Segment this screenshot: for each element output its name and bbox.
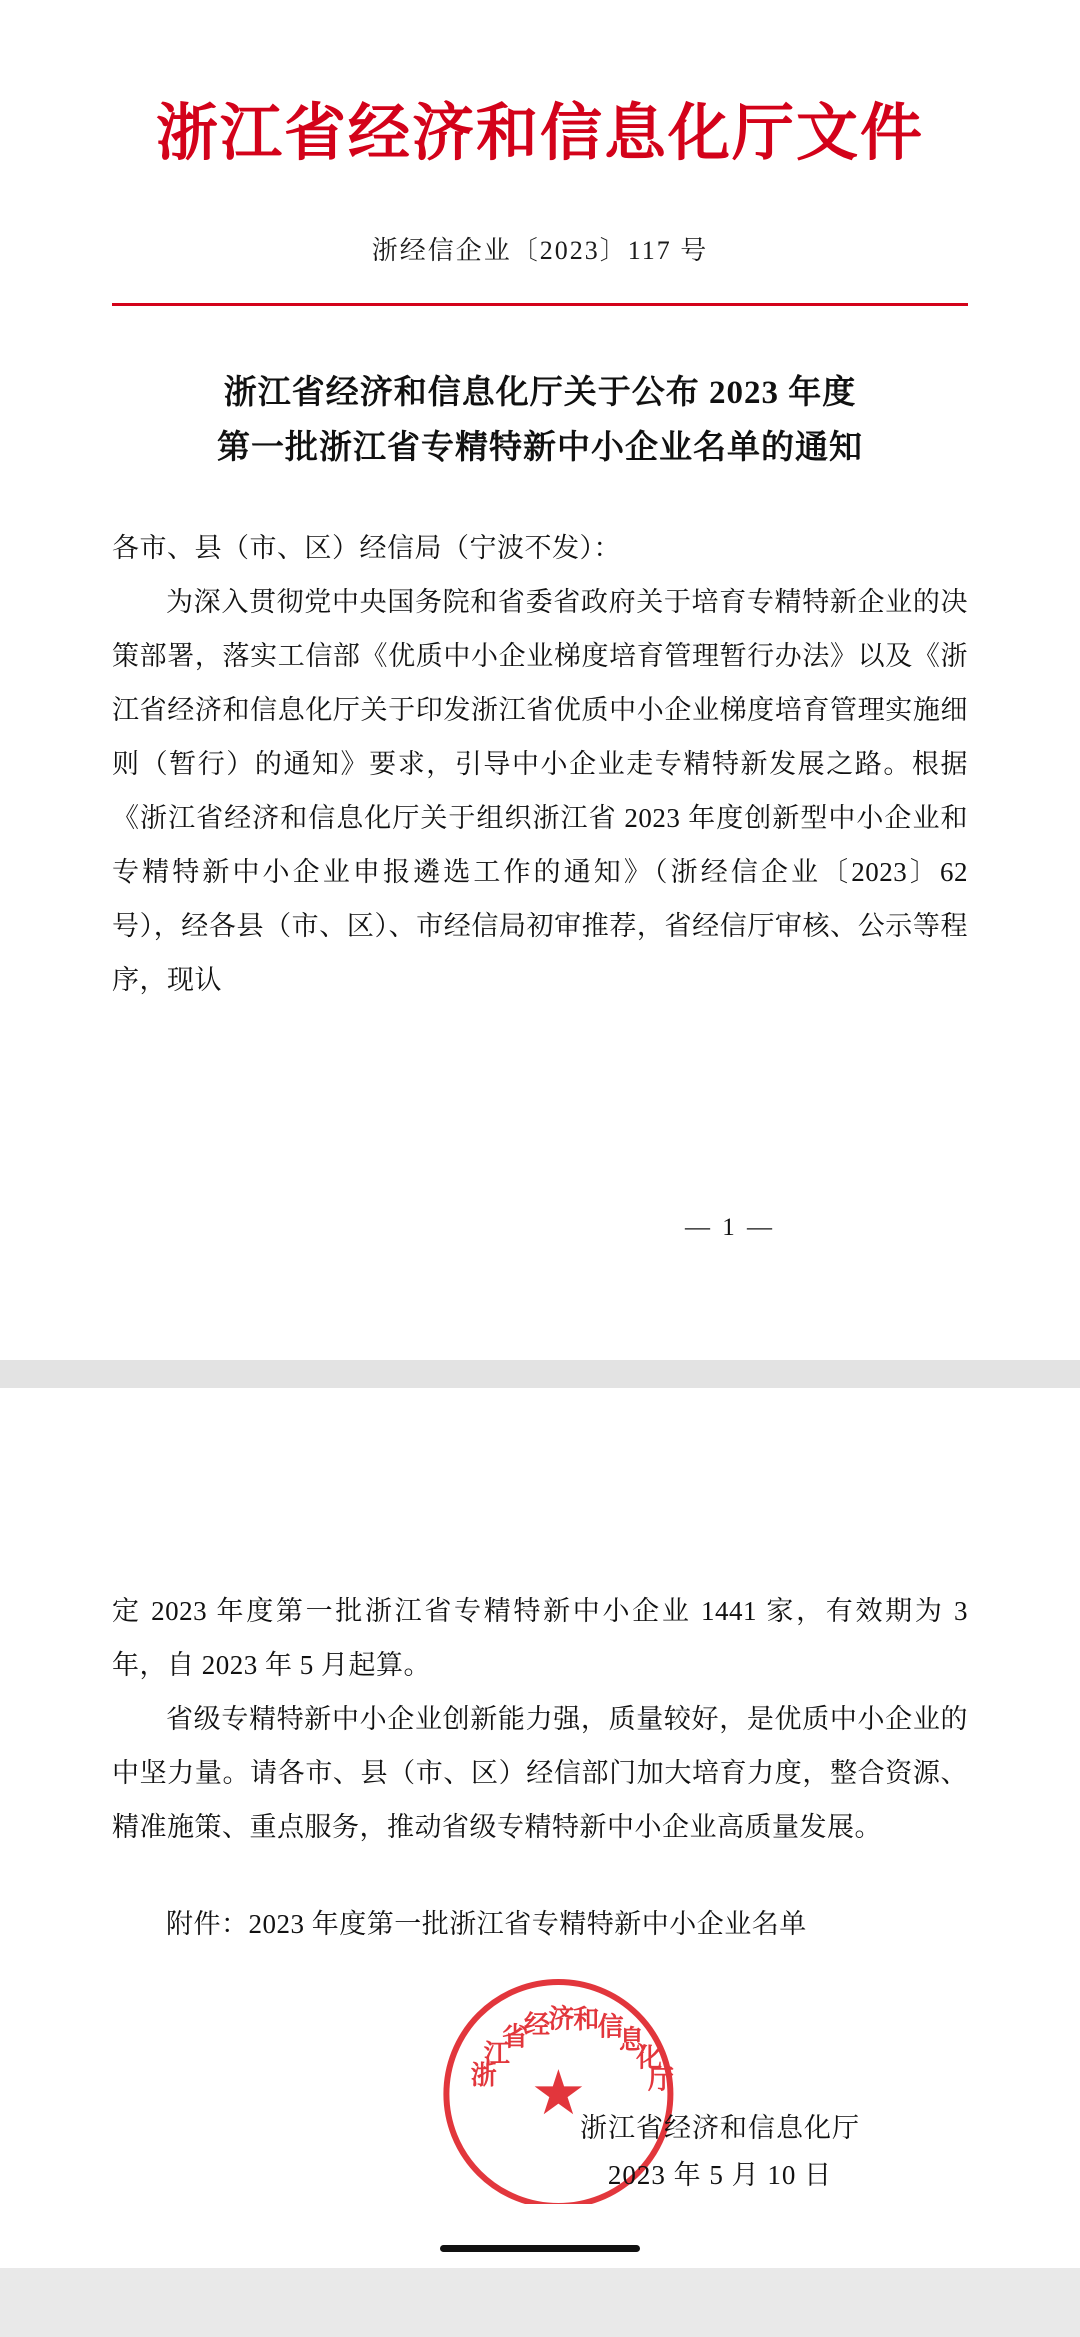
signature-date: 2023 年 5 月 10 日	[607, 2160, 833, 2191]
seal-star-icon: ★	[530, 2060, 587, 2128]
page-2-body	[112, 1434, 968, 1854]
document-title-line-1: 浙江省经济和信息化厅关于公布 2023 年度	[223, 375, 857, 412]
attachment-line: 附件：2023 年度第一批浙江省专精特新中小企业名单	[166, 1909, 807, 1939]
red-divider-rule	[112, 303, 968, 306]
page-number-value: — 1 —	[685, 1214, 775, 1241]
document-title-line-2: 第一批浙江省专精特新中小企业名单的通知	[217, 429, 863, 466]
page-1-body	[112, 521, 968, 1007]
page-separator	[0, 1360, 1080, 1388]
seal-ring-text: 浙 江 省 经 济 和 信 息 化 厅	[470, 2004, 675, 2095]
paragraph-1: 为深入贯彻党中央国务院和省委省政府关于培育专精特新企业的决策部署，落实工信部《优质中小企业梯度培育管理暂行办法》以及《浙江省经济和信息化厅关于印发浙江省优质中小企业梯度培育管理实施细则（暂行）的通知》要求，引导中小企业走专精特新发展之路。根据《浙江省经济和信息化厅关于组织浙江省 2023 年度创新型中小企业和专精特新中小企业申报遴选工作的通知》（浙经信企业〔2023〕62 号），经各县（市、区）、市经信局初审推荐，省经信厅审核、公示等程序，现认	[112, 587, 968, 996]
document-masthead: 浙江省经济和信息化厅文件	[155, 100, 924, 168]
document-number: 浙经信企业〔2023〕117 号	[371, 236, 709, 266]
paragraph-2: 省级专精特新中小企业创新能力强，质量较好，是优质中小企业的中坚力量。请各市、县（市、区）经信部门加大培育力度，整合资源、精准施策、重点服务，推动省级专精特新中小企业高质量发展。	[112, 1704, 968, 1842]
signature-block	[112, 1979, 968, 2209]
home-indicator[interactable]	[440, 2245, 640, 2252]
signature-organization: 浙江省经济和信息化厅	[580, 2113, 860, 2143]
document-title	[112, 366, 968, 475]
paragraph-continued: 定 2023 年度第一批浙江省专精特新中小企业 1441 家，有效期为 3 年，自 2023 年 5 月起算。	[112, 1596, 968, 1680]
signature-lines	[580, 2105, 860, 2200]
bottom-bar	[0, 2204, 1080, 2268]
salutation-text: 各市、县（市、区）经信局（宁波不发）：	[112, 533, 621, 564]
document-page-2	[0, 1388, 1080, 2268]
page-number-footer	[0, 1214, 1080, 1242]
